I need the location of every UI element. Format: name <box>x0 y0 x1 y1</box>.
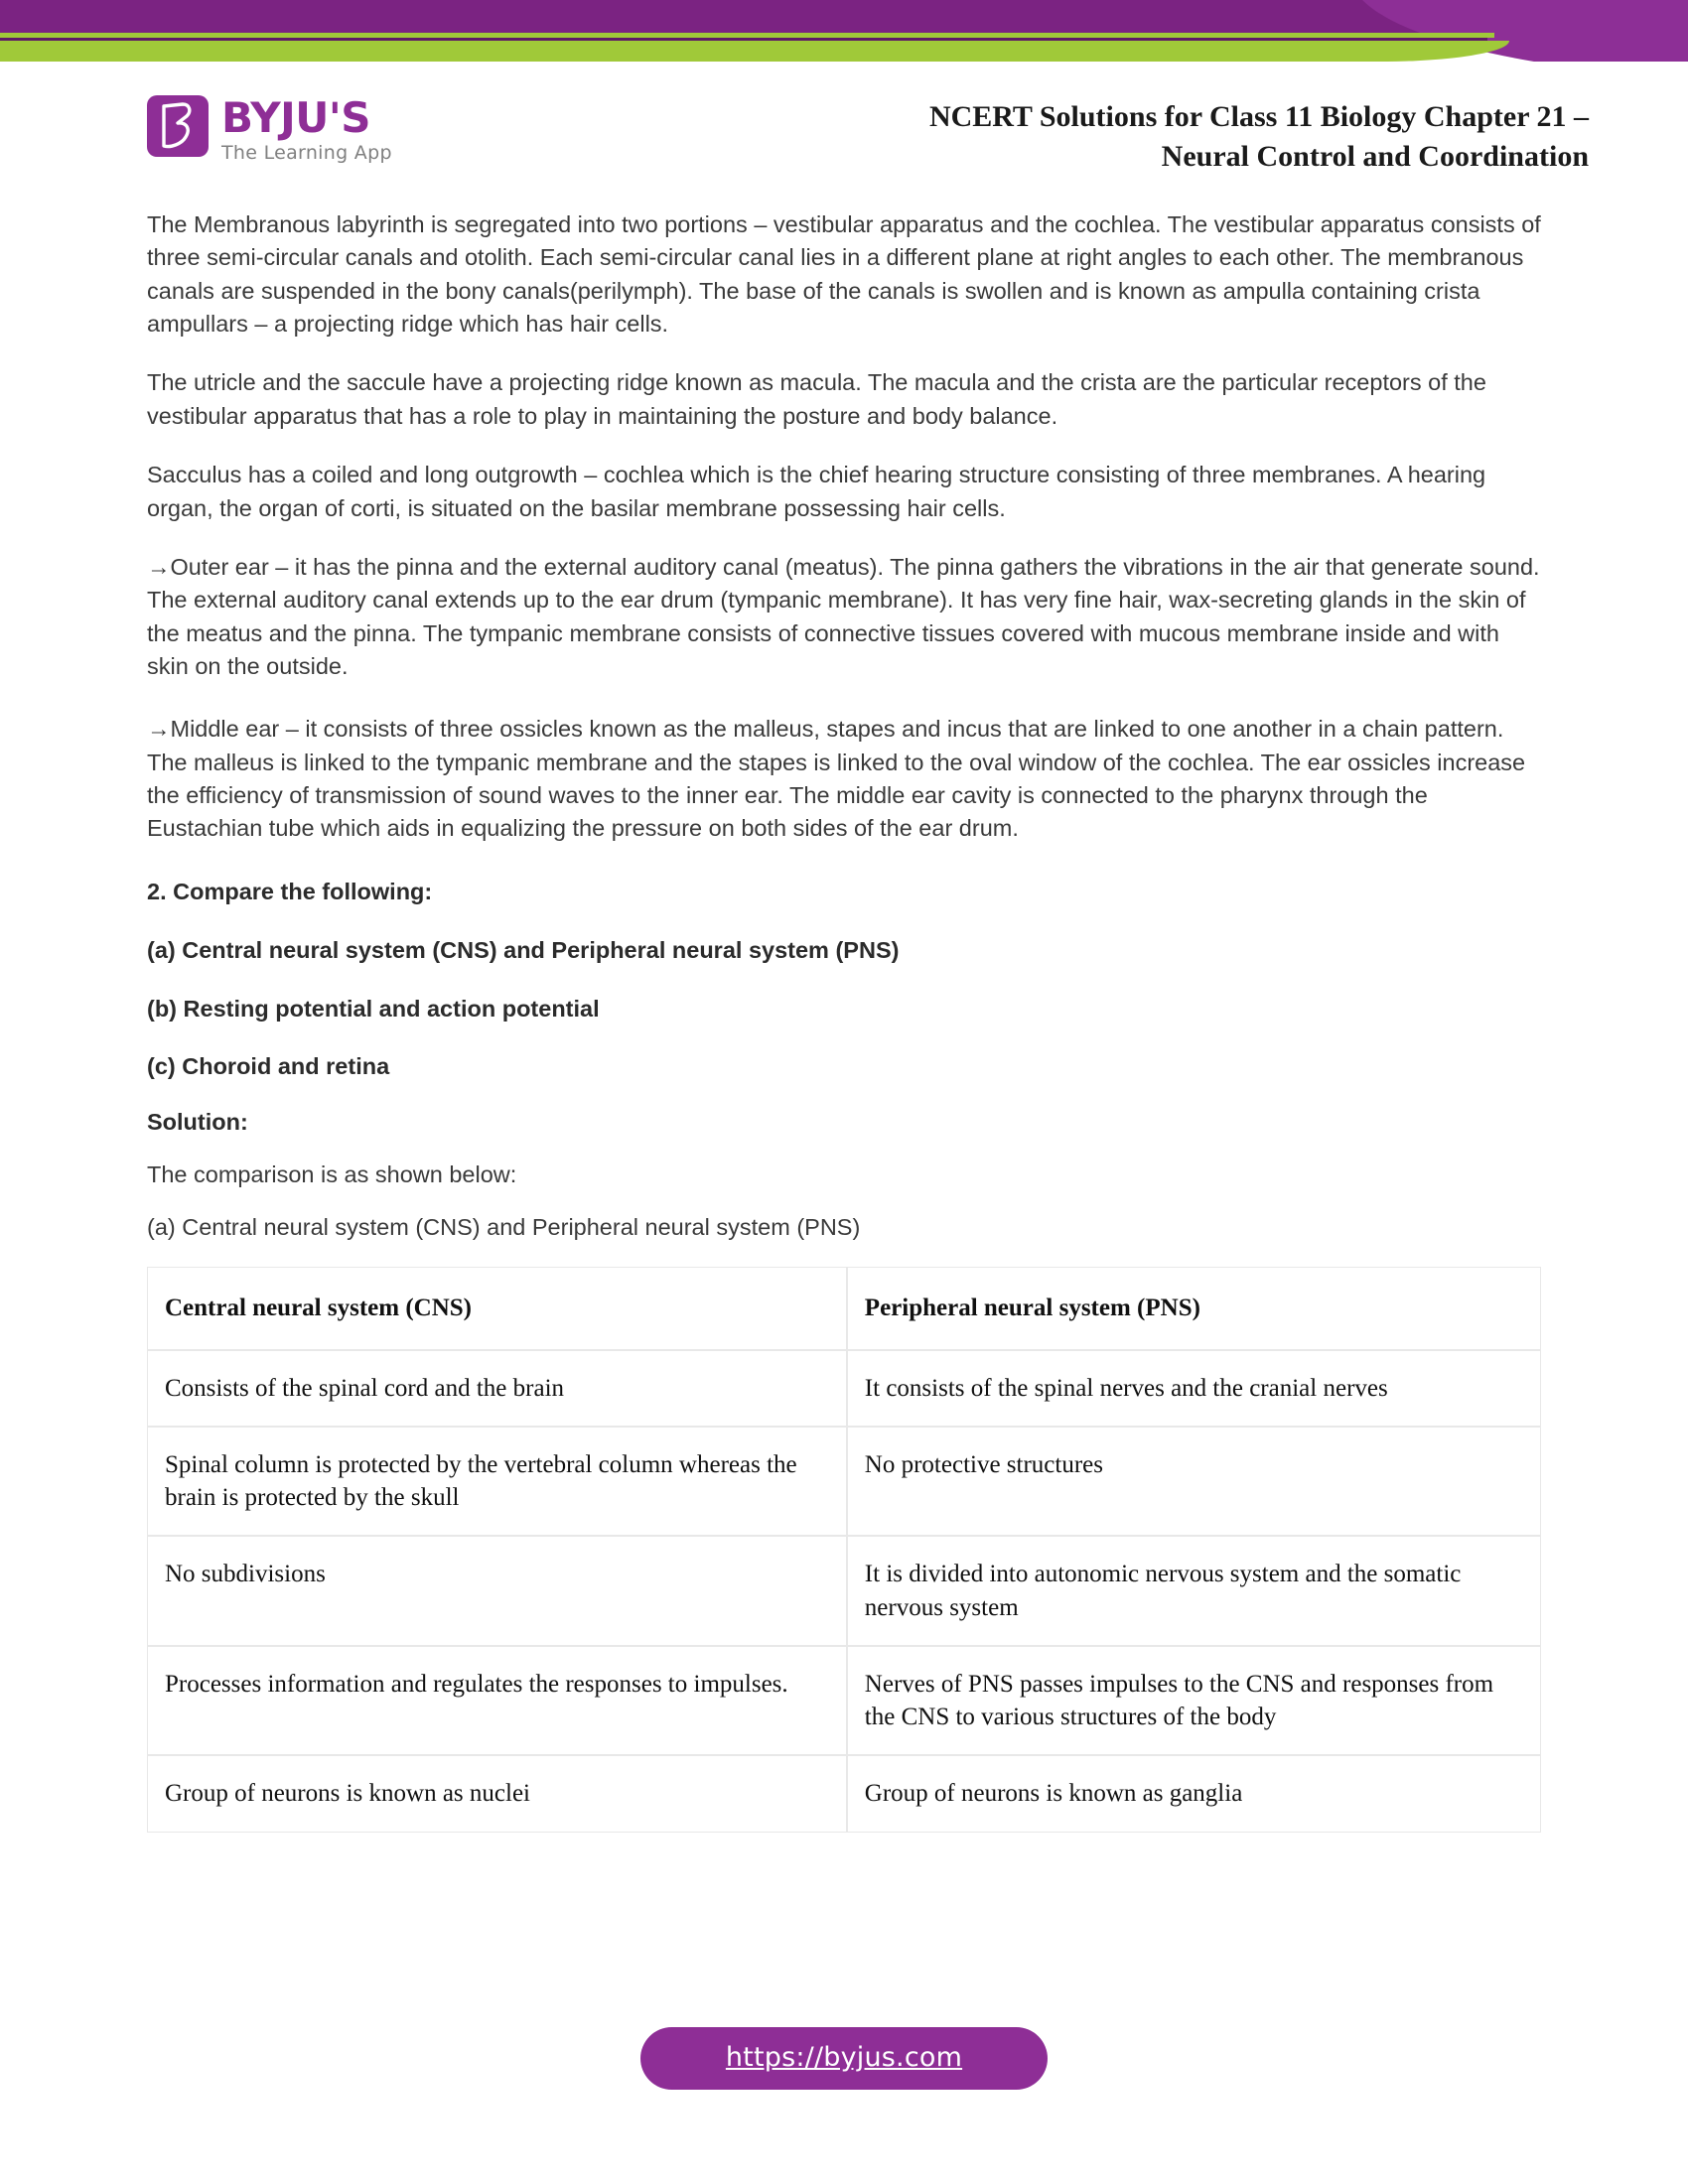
table-cell-cns: Group of neurons is known as nuclei <box>147 1755 847 1832</box>
green-band-under <box>0 33 1494 38</box>
table-cell-pns: It consists of the spinal nerves and the cranial nerves <box>847 1350 1541 1427</box>
table-header-pns: Peripheral neural system (PNS) <box>847 1267 1541 1349</box>
masthead <box>0 77 1688 187</box>
page-title-line1: NCERT Solutions for Class 11 Biology Chapter 21 – <box>928 100 1589 133</box>
paragraph-sacculus-cochlea: Sacculus has a coiled and long outgrowth – cochlea which is the chief hearing structure consisting of three membranes. A hearing organ, the organ of corti, is situated on the basilar membrane possessing hair cells. <box>147 462 1486 521</box>
byjus-url-button[interactable]: https://byjus.com <box>640 2027 1048 2090</box>
table-row <box>147 1350 1541 1427</box>
table-header-row <box>147 1267 1541 1349</box>
solution-intro: The comparison is as shown below: <box>147 1161 517 1188</box>
page-title <box>715 97 1589 176</box>
table-row <box>147 1427 1541 1537</box>
paragraph-outer-ear: →Outer ear – it has the pinna and the external auditory canal (meatus). The pinna gathers the vibrations in the air that generate sound. The external auditory canal extends up to the ear drum (tympanic membrane). It has very fine hair, wax-secreting glands in the skin of the meatus and the pinna. The tympanic membrane consists of connective tissues covered with mucous membrane inside and with skin on the outside. <box>147 553 1540 679</box>
logo-tagline: The Learning App <box>221 141 392 164</box>
table-cell-pns: It is divided into autonomic nervous system and the somatic nervous system <box>847 1536 1541 1646</box>
table-row <box>147 1755 1541 1832</box>
table-header-cns: Central neural system (CNS) <box>147 1267 847 1349</box>
logo-text-block <box>221 95 392 164</box>
byjus-logo[interactable] <box>147 95 392 164</box>
page-title-line2: Neural Control and Coordination <box>1161 139 1589 173</box>
table-cell-pns: Group of neurons is known as ganglia <box>847 1755 1541 1832</box>
top-decorative-bar <box>0 0 1688 62</box>
paragraph-utricle-saccule: The utricle and the saccule have a projecting ridge known as macula. The macula and the crista are the particular receptors of the vestibular apparatus that has a role to play in maintaining the posture and body balance. <box>147 369 1486 429</box>
question-heading: 2. Compare the following: <box>147 878 433 904</box>
table-cell-cns: Consists of the spinal cord and the brain <box>147 1350 847 1427</box>
question-option-b: (b) Resting potential and action potential <box>147 995 600 1022</box>
table-cell-cns: No subdivisions <box>147 1536 847 1646</box>
question-option-c: (c) Choroid and retina <box>147 1053 390 1080</box>
table-cell-pns: Nerves of PNS passes impulses to the CNS and responses from the CNS to various structures of the body <box>847 1646 1541 1756</box>
byjus-b-logo-icon <box>147 95 209 157</box>
cns-pns-comparison-table <box>147 1267 1541 1832</box>
question-option-a: (a) Central neural system (CNS) and Peripheral neural system (PNS) <box>147 936 900 963</box>
document-body <box>147 208 1541 1833</box>
table-cell-cns: Spinal column is protected by the vertebral column whereas the brain is protected by the skull <box>147 1427 847 1537</box>
table-cell-pns: No protective structures <box>847 1427 1541 1537</box>
solution-subheading-a: (a) Central neural system (CNS) and Peripheral neural system (PNS) <box>147 1214 861 1241</box>
table-row <box>147 1646 1541 1756</box>
paragraph-middle-ear: →Middle ear – it consists of three ossicles known as the malleus, stapes and incus that are linked to one another in a chain pattern. The malleus is linked to the tympanic membrane and the stapes is linked to the oval window of the cochlea. The ear ossicles increase the efficiency of transmission of sound waves to the inner ear. The middle ear cavity is connected to the pharynx through the Eustachian tube which aids in equalizing the pressure on both sides of the ear drum. <box>147 716 1526 842</box>
green-band <box>0 41 1509 62</box>
paragraph-membranous-labyrinth: The Membranous labyrinth is segregated into two portions – vestibular apparatus and the cochlea. The vestibular apparatus consists of three semi-circular canals and otolith. Each semi-circular canal lies in a different plane at right angles to each other. The membranous canals are suspended in the bony canals(perilymph). The base of the canals is swollen and is known as ampulla containing crista ampullars – a projecting ridge which has hair cells. <box>147 211 1541 338</box>
solution-label: Solution: <box>147 1109 248 1136</box>
logo-wordmark: BYJU'S <box>221 93 370 142</box>
footer <box>0 2027 1688 2090</box>
table-cell-cns: Processes information and regulates the responses to impulses. <box>147 1646 847 1756</box>
table-row <box>147 1536 1541 1646</box>
